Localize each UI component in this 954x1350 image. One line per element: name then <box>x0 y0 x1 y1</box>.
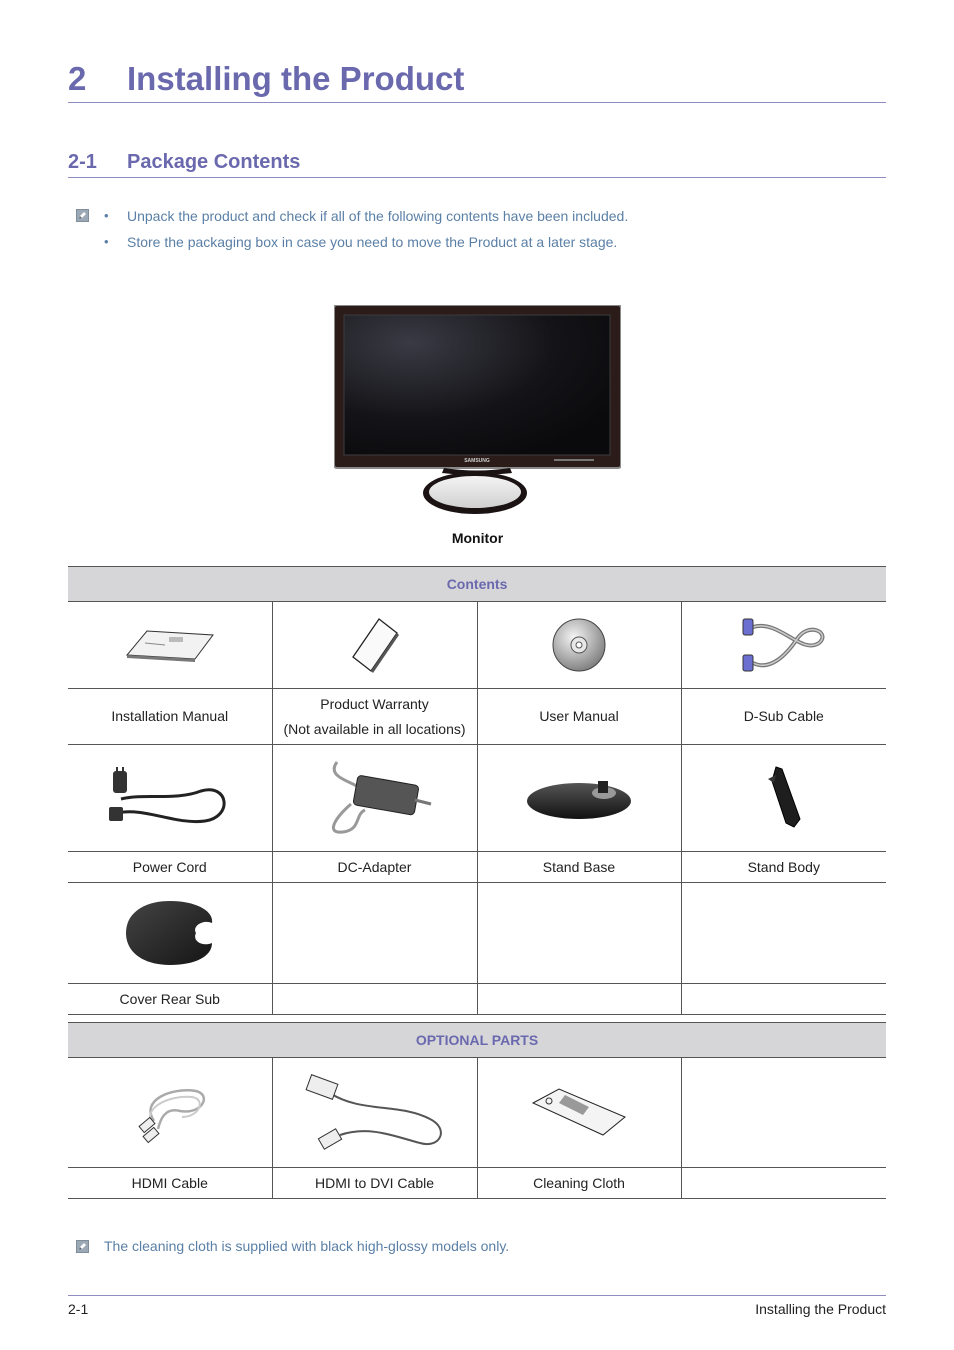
product-warranty-line1: Product Warranty <box>320 695 429 712</box>
footer-divider <box>68 1295 886 1296</box>
chapter-number: 2 <box>68 60 87 97</box>
empty-cell <box>477 984 681 1015</box>
cover-rear-sub-label: Cover Rear Sub <box>68 984 272 1015</box>
product-warranty-image <box>272 602 477 689</box>
cleaning-cloth-note: The cleaning cloth is supplied with black high-glossy models only. <box>104 1238 510 1254</box>
note-text: Store the packaging box in case you need to move the Product at a later stage. <box>127 234 618 250</box>
power-cord-label: Power Cord <box>68 852 272 883</box>
product-warranty-label <box>272 689 477 745</box>
product-warranty-line2: (Not available in all locations) <box>283 720 466 737</box>
contents-header: Contents <box>68 567 886 602</box>
contents-table <box>68 566 886 1015</box>
cleaning-cloth-label: Cleaning Cloth <box>477 1168 681 1199</box>
installation-manual-image <box>68 602 272 689</box>
empty-cell <box>681 1058 886 1168</box>
note-icon <box>76 1240 89 1253</box>
section-number: 2-1 <box>68 151 97 173</box>
empty-cell <box>477 883 681 984</box>
bullet-dot: • <box>104 208 109 223</box>
user-manual-label: User Manual <box>477 689 681 745</box>
stand-body-image <box>681 745 886 852</box>
bullet-dot: • <box>104 234 109 249</box>
note-text: Unpack the product and check if all of the following contents have been included. <box>127 208 629 224</box>
note-icon <box>76 209 89 222</box>
optional-parts-header: OPTIONAL PARTS <box>68 1023 886 1058</box>
empty-cell <box>681 1168 886 1199</box>
section-heading <box>68 150 886 178</box>
empty-cell <box>681 984 886 1015</box>
installation-manual-label: Installation Manual <box>68 689 272 745</box>
monitor-image <box>334 305 621 517</box>
footer-chapter-title: Installing the Product <box>755 1301 886 1317</box>
dsub-cable-image <box>681 602 886 689</box>
power-cord-image <box>68 745 272 852</box>
chapter-title: Installing the Product <box>127 60 465 97</box>
empty-cell <box>272 984 477 1015</box>
empty-cell <box>681 883 886 984</box>
hdmi-cable-label: HDMI Cable <box>68 1168 272 1199</box>
brand-logo: SAMSUNG <box>464 458 490 464</box>
stand-base-image <box>477 745 681 852</box>
user-manual-cd-image <box>477 602 681 689</box>
section-title: Package Contents <box>127 151 301 173</box>
dc-adapter-label: DC-Adapter <box>272 852 477 883</box>
footer-page-number: 2-1 <box>68 1301 89 1317</box>
hdmi-cable-image <box>68 1058 272 1168</box>
chapter-heading <box>68 56 886 103</box>
monitor-caption: Monitor <box>451 530 504 546</box>
cleaning-cloth-image <box>477 1058 681 1168</box>
optional-parts-table <box>68 1022 886 1199</box>
hdmi-to-dvi-cable-label: HDMI to DVI Cable <box>272 1168 477 1199</box>
empty-cell <box>272 883 477 984</box>
hdmi-to-dvi-cable-image <box>272 1058 477 1168</box>
stand-base-label: Stand Base <box>477 852 681 883</box>
stand-body-label: Stand Body <box>681 852 886 883</box>
cover-rear-sub-image <box>68 883 272 984</box>
dsub-cable-label: D-Sub Cable <box>681 689 886 745</box>
dc-adapter-image <box>272 745 477 852</box>
